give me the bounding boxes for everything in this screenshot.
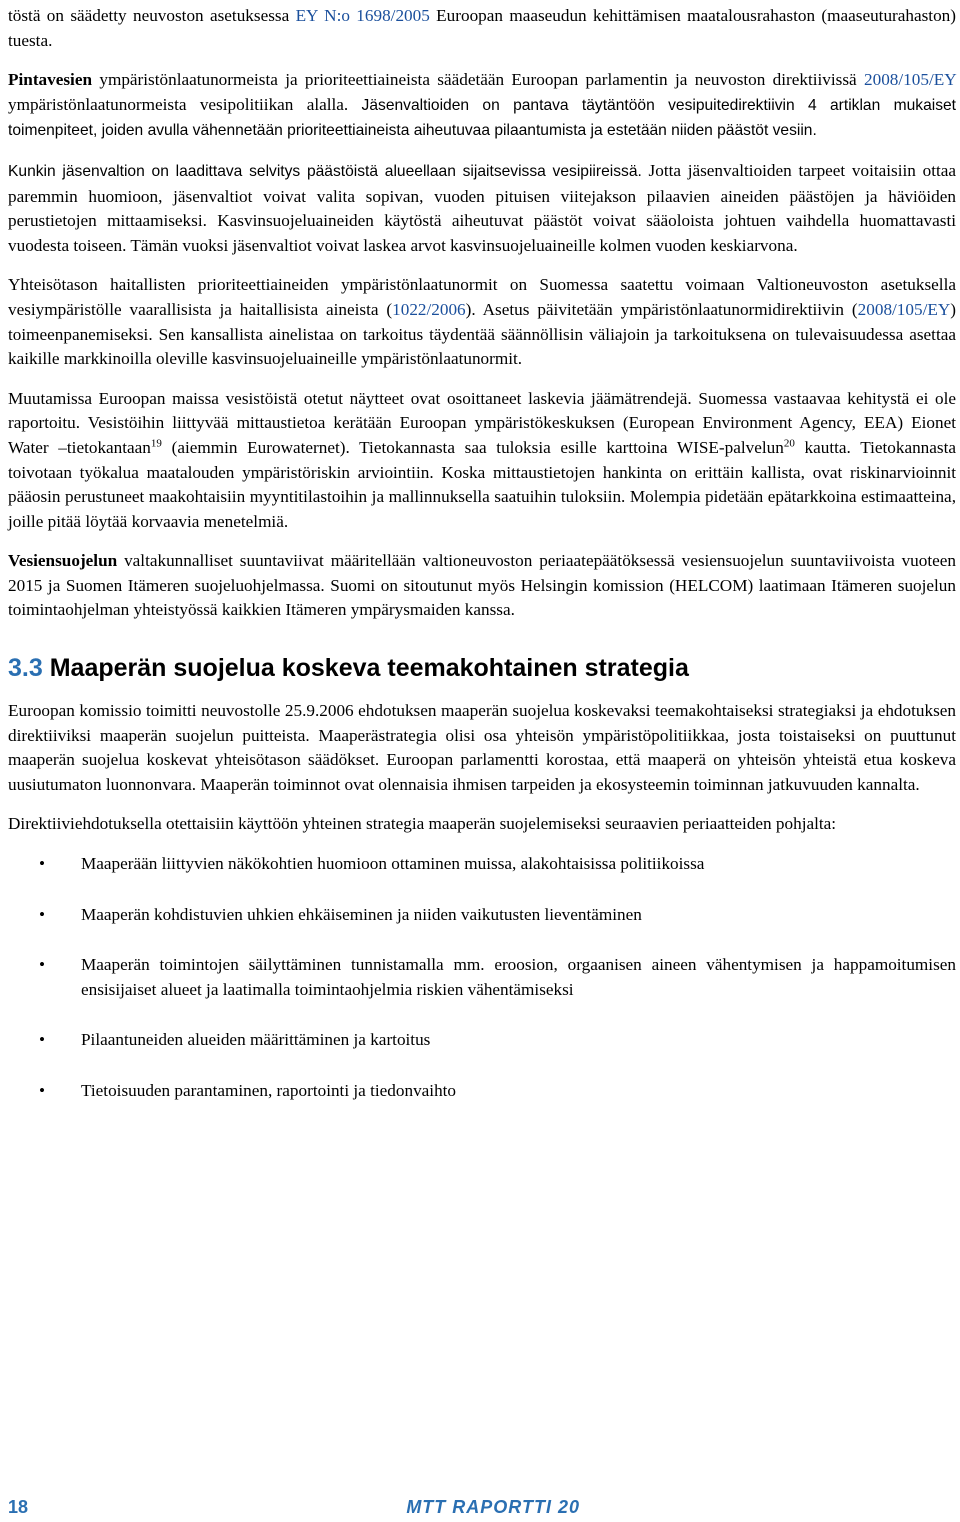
list-item [8,852,956,877]
bold-term: Pintavesien [8,70,93,90]
text: Jotta jäsenvaltioiden tarpeet voitaisiin ottaa paremmin huomioon, jäsenvaltiot voivat valita sopivan, vuoden pituisen viitejakson pilaavien aineiden päästöjen ja häviöiden perustietojen mittaamiseksi. Kasvinsuojeluaineiden käytöstä aiheutuvat päästöt voivat sääoloista johtuen vaihdella huomattavasti vuodesta toiseen. Tämän vuoksi jäsenvaltiot voivat laskea arvot kasvinsuojeluaineille kolmen vuoden keskiarvona. [8,160,956,255]
bullet-icon: • [39,904,46,924]
section-number: 3.3 [8,654,43,683]
text: ympäristönlaatunormeista ja prioriteettiaineista säädetään Euroopan parlamentin ja neuvoston direktiivissä [92,70,865,90]
list-item [8,953,956,1002]
directive-link[interactable]: 2008/105/EY [857,299,951,319]
paragraph-5 [8,387,956,535]
bullet-icon: • [39,955,46,975]
bullet-icon: • [39,1081,46,1100]
text: Kunkin jäsenvaltion on laadittava selvitys päästöistä alueellaan sijaitsevissa vesipiireissä. [8,162,642,180]
text: Jäsenvaltioiden on pantava täytäntöön vesipuitedirektiivin 4 artiklan mukaiset toimenpiteet, joiden avulla vähennetään prioriteettiaineista aiheutuvaa pilaantumista ja estetään niiden päästöt vesiin. [8,96,957,140]
text: kautta. Tietokannasta toivotaan työkalua maatalouden ympäristöriskin arviointiin. Koska mittaustietojen hankinta on erittäin kallista, ovat riskinarvioinnit pääosin perustuneet maakohtaisiin myyntitilastoihin ja mallinnuksella saatuihin tuloksiin. Molempia pidetään epätarkkoina estimaatteina, joille pitää löytää korvaavia menetelmiä. [8,437,957,531]
bold-term: Vesiensuojelun [8,551,118,571]
list-item-text: Maaperään liittyvien näkökohtien huomioon ottaminen muissa, alakohtaisissa politiikoissa [81,854,705,874]
text: Yhteisötason haitallisten prioriteettiaineiden ympäristönlaatunormit on Suomessa saatettu voimaan Valtioneuvoston asetuksella vesiympäristölle vaarallisista ja haitallisista aineista ( [8,275,956,319]
bullet-icon: • [39,1030,46,1050]
paragraph-1 [8,4,956,53]
regulation-link[interactable]: 1022/2006 [392,299,466,319]
list-item-text: Tietoisuuden parantaminen, raportointi ja tiedonvaihto [81,1081,457,1100]
paragraph-2 [8,68,956,144]
text: ) toimeenpanemiseksi. Sen kansallista ainelistaa on tarkoitus täydentää säännöllisin väliajoin ja tarkoituksena on tulevaisuudessa asettaa kaikille markkinoilla oleville kasvinsuojeluaineille ympäristönlaatunormit. [8,299,957,369]
paragraph-3 [8,159,956,258]
text: Muutamissa Euroopan maissa vesistöistä otetut näytteet ovat osoittaneet laskevia jäämätrendejä. Suomessa vastaavaa kehitystä ei ole raportoitu. Vesistöihin liittyvää mittaustietoa kerätään Euroopan ympäristökeskuksen (European Environment Agency, EEA) Eionet Water –tietokantaan [8,388,956,457]
footnote-ref[interactable]: 19 [150,437,162,450]
list-item-text: Maaperän kohdistuvien uhkien ehkäiseminen ja niiden vaikutusten lieventäminen [81,904,642,924]
page-number: 18 [8,1497,29,1517]
section-heading [8,653,956,683]
list-item [8,1028,956,1053]
list-item [8,903,956,928]
text: valtakunnalliset suuntaviivat määritellään valtioneuvoston periaatepäätöksessä vesiensuojelun suuntaviivoista vuoteen 2015 ja Suomen Itämeren suojeluohjelmassa. Suomi on sitoutunut myös Helsingin komission (HELCOM) laatimaan Itämeren suojelun toimintaohjelman yhteistyössä kaikkien Itämeren ympärysmaiden kanssa. [8,551,956,620]
list-item-text: Pilaantuneiden alueiden määrittäminen ja kartoitus [81,1030,431,1050]
paragraph-4 [8,273,956,371]
text: ympäristönlaatunormeista vesipolitiikan alalla. [8,94,349,114]
bullet-icon: • [39,854,46,874]
paragraph-6 [8,549,956,623]
text: töstä on säädetty neuvoston asetuksessa [8,6,296,25]
text: Euroopan maaseudun kehittämisen maatalousrahaston (maaseuturahaston) tuesta. [8,6,956,50]
list-item-text: Maaperän toimintojen säilyttäminen tunnistamalla mm. eroosion, orgaanisen aineen vähentymisen ja happamoitumisen ensisijaiset alueet ja laatimalla toimintaohjelmia riskien vähentämiseksi [81,955,956,999]
report-title: MTT RAPORTTI 20 [406,1497,580,1517]
text: ). Asetus päivitetään ympäristönlaatunormidirektiivin ( [465,299,858,319]
regulation-link[interactable]: EY N:o 1698/2005 [295,6,430,25]
page-content [8,4,956,1130]
paragraph-8: Direktiiviehdotuksella otettaisiin käyttöön yhteinen strategia maaperän suojelemiseksi seuraavien periaatteiden pohjalta: [8,814,837,834]
footnote-ref[interactable]: 20 [783,437,795,450]
directive-link[interactable]: 2008/105/EY [864,70,956,90]
section-title: Maaperän suojelua koskeva teemakohtainen strategia [42,654,689,683]
text: (aiemmin Eurowaternet). Tietokannasta saa tuloksia esille karttoina WISE-palvelun [161,437,784,457]
bullet-list [8,852,956,1104]
list-item [8,1079,956,1104]
paragraph-7: Euroopan komissio toimitti neuvostolle 25.9.2006 ehdotuksen maaperän suojelua koskevaksi teemakohtaiseksi strategiaksi ja ehdotuksen direktiiviksi maaperän suojelun puitteista. Maaperästrategia olisi osa yhteisön ympäristöpolitiikkaa, josta toistaiseksi on puuttunut maaperän suojelua koskevat yhteisötason säädökset. Euroopan parlamentti korostaa, että maaperä on yhteisön yhteistä etua koskeva uusiutumaton luonnonvara. Maaperän toiminnot ovat olennaisia ihmisen tarpeiden ja ekosysteemin toiminnan jatkuvuuden kannalta. [8,701,956,794]
